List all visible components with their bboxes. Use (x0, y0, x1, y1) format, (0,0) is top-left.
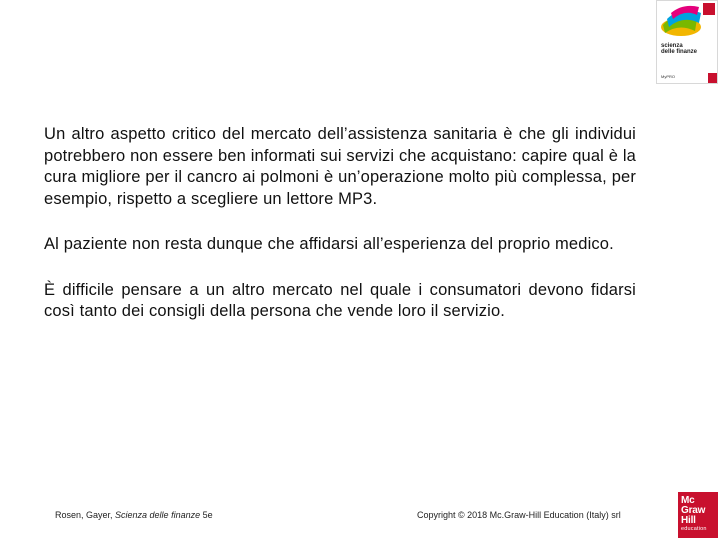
logo-line-2: Graw (681, 505, 706, 516)
footer-authors: Rosen, Gayer, (55, 510, 116, 520)
cover-publisher-logo (708, 73, 717, 83)
logo-line-1: Mc (681, 495, 695, 506)
paragraph-3: È difficile pensare a un altro mercato nel quale i consumatori devono fidarsi così tanto dei consigli della persona che vende loro il servizio. (44, 280, 636, 320)
body-text (44, 124, 636, 347)
cover-graphic (657, 1, 718, 43)
footer-copyright: Copyright © 2018 Mc.Graw-Hill Education (Italy) srl (417, 510, 621, 520)
cover-title: scienza delle finanze (661, 43, 698, 55)
logo-line-4: education (681, 526, 707, 532)
mcgraw-hill-logo (678, 492, 718, 538)
footer-book-title: Scienza delle finanze (115, 510, 201, 520)
logo-line-3: Hill (681, 515, 696, 526)
footer-citation (55, 510, 213, 520)
cover-publisher: MyPRO (661, 74, 675, 79)
paragraph-2: Al paziente non resta dunque che affidarsi all’esperienza del proprio medico. (44, 235, 614, 253)
footer-edition: 5e (200, 510, 213, 520)
book-cover-thumbnail (656, 0, 718, 84)
paragraph-1: Un altro aspetto critico del mercato dell’assistenza sanitaria è che gli individui potrebbero non essere ben informati sui servizi che acquistano: capire qual è la cura migliore per il cancro ai polmoni è un’operazione molto più complessa, per esempio, rispetto a scegliere un lettore MP3. (44, 125, 636, 208)
